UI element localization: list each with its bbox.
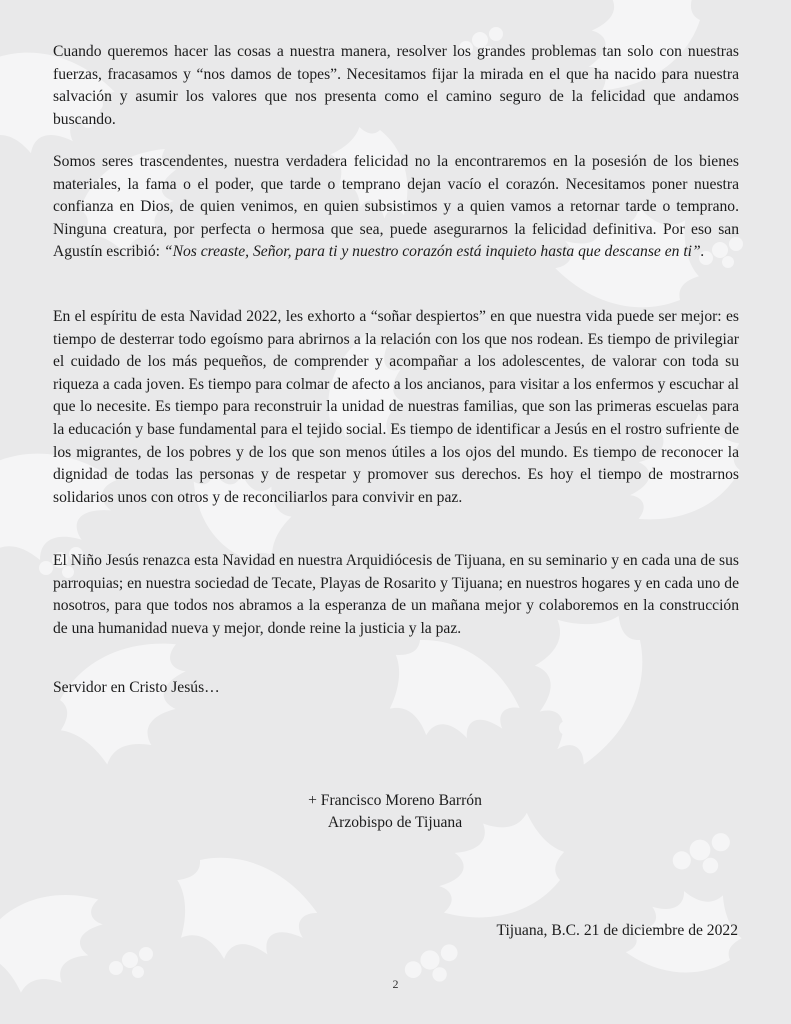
place-date: Tijuana, B.C. 21 de diciembre de 2022	[496, 922, 738, 939]
signature-title: Arzobispo de Tijuana	[327, 814, 463, 831]
signature-name: + Francisco Moreno Barrón	[308, 792, 482, 809]
paragraph-2-text: Somos seres trascendentes, nuestra verdadera felicidad no la encontraremos en la posesión de los bienes materiales, la fama o el poder, que tarde o temprano dejan vacío el corazón. Necesitamos poner nuestra confianza en Dios, de quien venimos, en quien subsistimos y a quien vamos a retornar tarde o temprano. Ninguna creatura, por perfecta o hermosa que sea, puede asegurarnos la felicidad definitiva. Por eso san Agustín escribió:	[53, 153, 739, 261]
paragraph-2	[53, 151, 739, 264]
page-number: 2	[392, 977, 399, 991]
augustine-quote: “Nos creaste, Señor, para ti y nuestro corazón está inquieto hasta que descanse en ti”.	[163, 243, 705, 261]
closing-line: Servidor en Cristo Jesús…	[53, 679, 220, 696]
paragraph-1: Cuando queremos hacer las cosas a nuestra manera, resolver los grandes problemas tan solo con nuestras fuerzas, fracasamos y “nos damos de topes”. Necesitamos fijar la mirada en el que ha nacido para nuestra salvación y asumir los valores que nos presenta como el camino seguro de la felicidad que andamos buscando.	[53, 43, 739, 128]
paragraph-3: En el espíritu de esta Navidad 2022, les exhorto a “soñar despiertos” en que nuestra vida puede ser mejor: es tiempo de desterrar todo egoísmo para abrirnos a la relación con los que nos rodean. Es tiempo de privilegiar el cuidado de los más pequeños, de comprender y acompañar a los adolescentes, de valorar con toda su riqueza a cada joven. Es tiempo para colmar de afecto a los ancianos, para visitar a los enfermos y escuchar al que lo necesite. Es tiempo para reconstruir la unidad de nuestras familias, que son las primeras escuelas para la educación y base fundamental para el tejido social. Es tiempo de identificar a Jesús en el rostro sufriente de los migrantes, de los pobres y de los que son menos útiles a los ojos del mundo. Es tiempo de reconocer la dignidad de todas las personas y de respetar y promover sus derechos. Es hoy el tiempo de mostrarnos solidarios unos con otros y de reconciliarlos para convivir en paz.	[53, 308, 739, 506]
paragraph-4: El Niño Jesús renazca esta Navidad en nuestra Arquidiócesis de Tijuana, en su seminario y en cada una de sus parroquias; en nuestra sociedad de Tecate, Playas de Rosarito y Tijuana; en nuestros hogares y en cada uno de nosotros, para que todos nos abramos a la esperanza de un mañana mejor y colaboremos en la construcción de una humanidad nueva y mejor, donde reine la justicia y la paz.	[53, 552, 739, 637]
